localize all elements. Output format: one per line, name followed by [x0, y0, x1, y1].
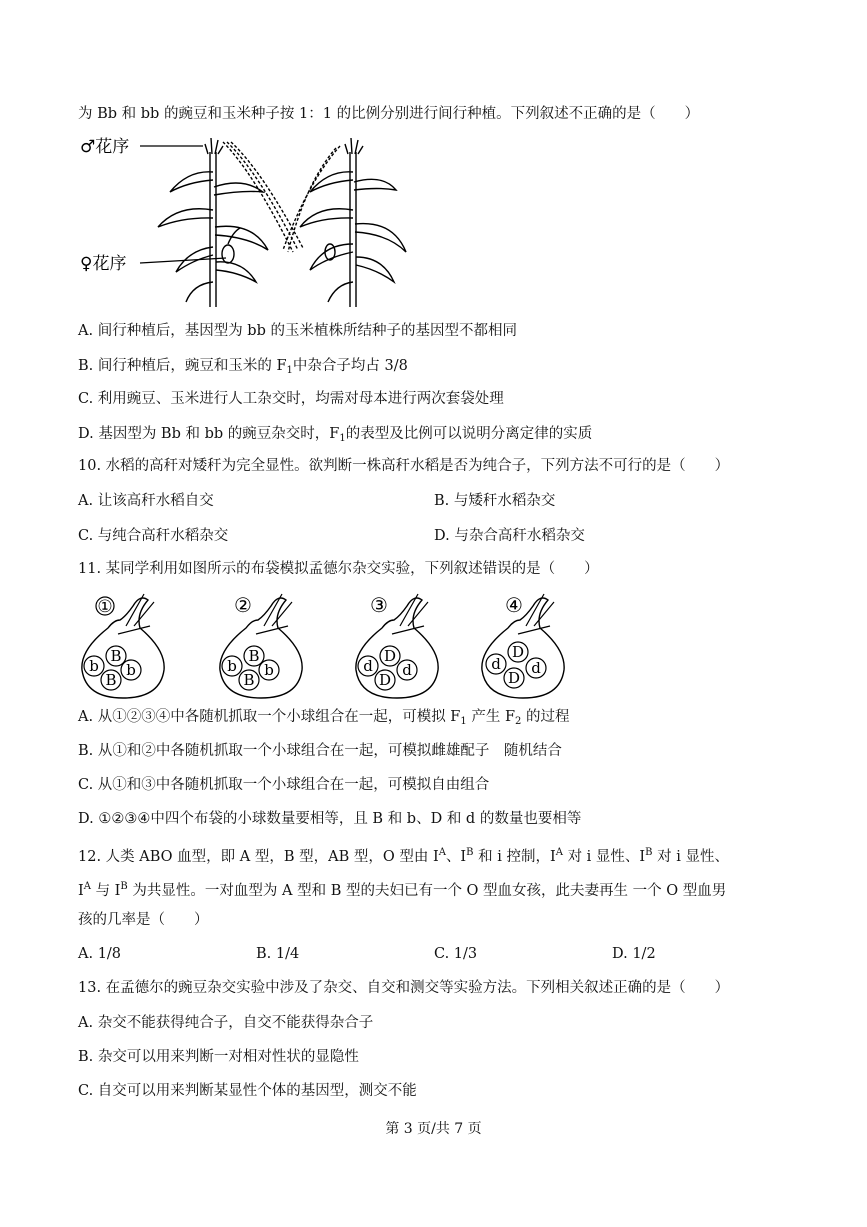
- q10-option-a: A. 让该高秆水稻自交: [78, 493, 214, 509]
- ball: B: [110, 647, 122, 665]
- q11-option-a: A. 从①②③④中各随机抓取一个小球组合在一起，可模拟 $F_1$ 产生 $F_2$ 的过程: [78, 709, 570, 727]
- ball: B: [243, 671, 255, 689]
- bag-3: [356, 593, 438, 698]
- ball: d: [402, 661, 412, 679]
- ball: B: [105, 671, 117, 689]
- q10-stem: 10. 水稻的高秆对矮秆为完全显性。欲判断一株高秆水稻是否为纯合子，下列方法不可行的是（ ）: [78, 458, 730, 474]
- q11-option-d: D. ①②③④中四个布袋的小球数量要相等，且 B 和 b、D 和 d 的数量也要相等: [78, 811, 582, 827]
- q12-option-d: D. 1/2: [612, 946, 656, 962]
- ball: b: [264, 661, 274, 679]
- corn-plant-right: [283, 138, 406, 307]
- q13-stem: 13. 在孟德尔的豌豆杂交实验中涉及了杂交、自交和测交等实验方法。下列相关叙述正确的是（ ）: [78, 980, 730, 996]
- bag-3-number: ③: [370, 593, 388, 617]
- q12-stem-line-2: $I^A$ 与 $I^B$ 为共显性。一对血型为 A 型和 B 型的夫妇已有一个 O 型血女孩，此夫妻再生 一个 O 型血男: [78, 881, 727, 899]
- q9-option-a: A. 间行种植后，基因型为 bb 的玉米植株所结种子的基因型不都相同: [78, 323, 517, 339]
- male-inflorescence-label: ♂花序: [80, 137, 130, 157]
- ball: B: [248, 647, 260, 665]
- q10-option-d: D. 与杂合高秆水稻杂交: [434, 528, 585, 544]
- ball: b: [227, 657, 237, 675]
- q10-option-b: B. 与矮秆水稻杂交: [434, 493, 556, 509]
- corn-plants-figure: [78, 132, 418, 312]
- ball: d: [363, 657, 373, 675]
- ball: d: [531, 659, 541, 677]
- cloth-bags-figure: [78, 590, 578, 702]
- ball: D: [507, 669, 521, 687]
- q9-stem: 为 Bb 和 bb 的豌豆和玉米种子按 1：1 的比例分别进行间行种植。下列叙述不正确的是（ ）: [78, 106, 700, 122]
- ball: D: [378, 671, 392, 689]
- q9-option-d: D. 基因型为 Bb 和 bb 的豌豆杂交时，$F_1$的表型及比例可以说明分离定律的实质: [78, 426, 593, 444]
- q13-option-a: A. 杂交不能获得纯合子，自交不能获得杂合子: [78, 1015, 374, 1031]
- bag-2: [220, 593, 302, 698]
- q9-option-b: B. 间行种植后，豌豆和玉米的 $F_1$中杂合子均占 3/8: [78, 358, 408, 376]
- ball: b: [126, 661, 136, 679]
- q11-option-c: C. 从①和③中各随机抓取一个小球组合在一起，可模拟自由组合: [78, 777, 490, 793]
- bag-4-number: ④: [505, 593, 523, 617]
- corn-plant-left: [158, 138, 303, 307]
- q12-stem-line-3: 孩的几率是（ ）: [78, 912, 209, 928]
- q13-option-c: C. 自交可以用来判断某显性个体的基因型，测交不能: [78, 1083, 417, 1099]
- q12-option-c: C. 1/3: [434, 946, 478, 962]
- ball: b: [89, 657, 99, 675]
- bag-1-number: ①: [97, 597, 113, 617]
- page-number-footer: 第 3 页/共 7 页: [385, 1121, 482, 1137]
- q12-option-b: B. 1/4: [256, 946, 300, 962]
- ball: D: [511, 643, 525, 661]
- bag-2-number: ②: [234, 593, 252, 617]
- bag-1: [82, 594, 164, 698]
- female-inflorescence-label: ♀花序: [80, 254, 127, 274]
- q12-option-a: A. 1/8: [78, 946, 122, 962]
- q10-option-c: C. 与纯合高秆水稻杂交: [78, 528, 229, 544]
- q12-stem-line-1: 12. 人类 ABO 血型，即 A 型，B 型，AB 型，O 型由 $I^A$、$I^B$ 和 i 控制，$I^A$ 对 i 显性、$I^B$ 对 i 显性、: [78, 847, 729, 865]
- bag-4: [482, 593, 564, 698]
- q9-option-c: C. 利用豌豆、玉米进行人工杂交时，均需对母本进行两次套袋处理: [78, 391, 504, 407]
- q11-option-b: B. 从①和②中各随机抓取一个小球组合在一起，可模拟雌雄配子 随机结合: [78, 743, 562, 759]
- ball: D: [383, 647, 397, 665]
- ball: d: [491, 655, 501, 673]
- q13-option-b: B. 杂交可以用来判断一对相对性状的显隐性: [78, 1049, 359, 1065]
- q11-stem: 11. 某同学利用如图所示的布袋模拟孟德尔杂交实验，下列叙述错误的是（ ）: [78, 561, 599, 577]
